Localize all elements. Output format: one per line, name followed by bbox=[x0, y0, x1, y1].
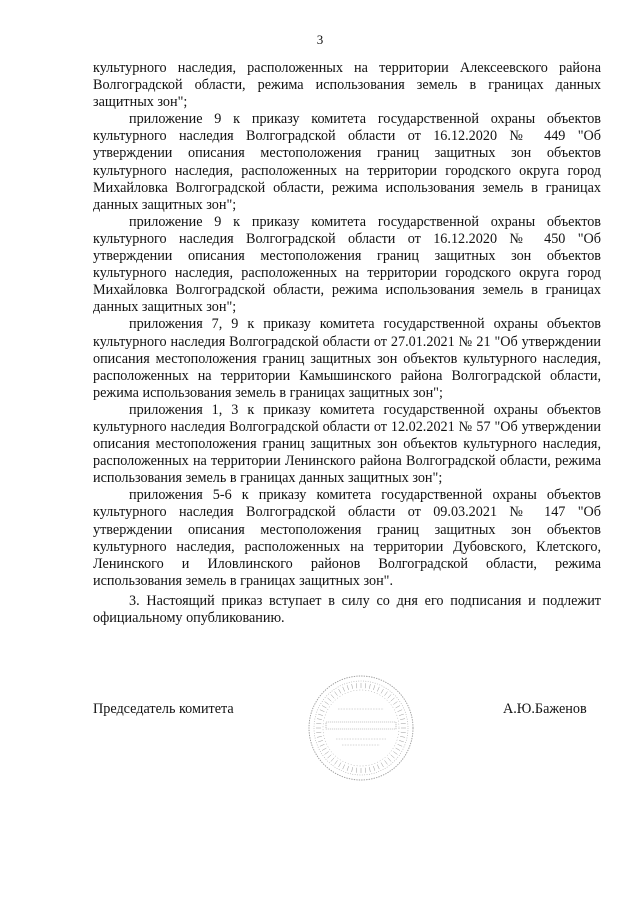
paragraph-continuation: культурного наследия, расположенных на территории Алексеевского района Волгоградской области, режима использования земель в границах данных защитных зон"; bbox=[93, 60, 601, 111]
signature-name: А.Ю.Баженов bbox=[503, 701, 587, 717]
page-number: 3 bbox=[316, 32, 324, 47]
closing-paragraph: 3. Настоящий приказ вступает в силу со дня его подписания и подлежит официальному опубликованию. bbox=[93, 592, 601, 626]
list-item-appendix-449: приложение 9 к приказу комитета государственной охраны объектов культурного наследия Волгоградской области от 16.12.2020 № 449 "Об утверждении описания местоположения границ защитных зон объектов культурного наследия, расположенных на территории городского округа город Михайловка Волгоградской области, режима использования земель в границах данных защитных зон"; bbox=[93, 111, 601, 213]
list-item-appendix-147: приложения 5-6 к приказу комитета государственной охраны объектов культурного наследия Волгоградской области от 09.03.2021 № 147 "Об утверждении описания местоположения границ защитных зон объектов культурного наследия, расположенных на территории Дубовского, Клетского, Ленинского и Иловлинского районов Волгоградской области, режима использования земель в границах защитных зон". bbox=[93, 487, 601, 589]
list-item-appendix-21: приложения 7, 9 к приказу комитета государственной охраны объектов культурного наследия Волгоградской области от 27.01.2021 № 21 "Об утверждении описания местоположения границ защитных зон объектов культурного наследия, расположенных на территории Камышинского района Волгоградской области, режима использования земель в границах защитных зон"; bbox=[93, 316, 601, 401]
list-item-appendix-57: приложения 1, 3 к приказу комитета государственной охраны объектов культурного наследия Волгоградской области от 12.02.2021 № 57 "Об утверждении описания местоположения границ защитных зон объектов культурного наследия, расположенных на территории Ленинского района Волгоградской области, режима использования земель в границах данных защитных зон"; bbox=[93, 401, 601, 487]
list-item-appendix-450: приложение 9 к приказу комитета государственной охраны объектов культурного наследия Волгоградской области от 16.12.2020 № 450 "Об утверждении описания местоположения границ защитных зон объектов культурного наследия, расположенных на территории городского округа город Михайловка Волгоградской области, режима использования земель в границах данных защитных зон"; bbox=[93, 213, 601, 316]
document-body bbox=[93, 60, 601, 627]
signature-title: Председатель комитета bbox=[93, 701, 234, 717]
official-seal-icon bbox=[306, 673, 416, 783]
